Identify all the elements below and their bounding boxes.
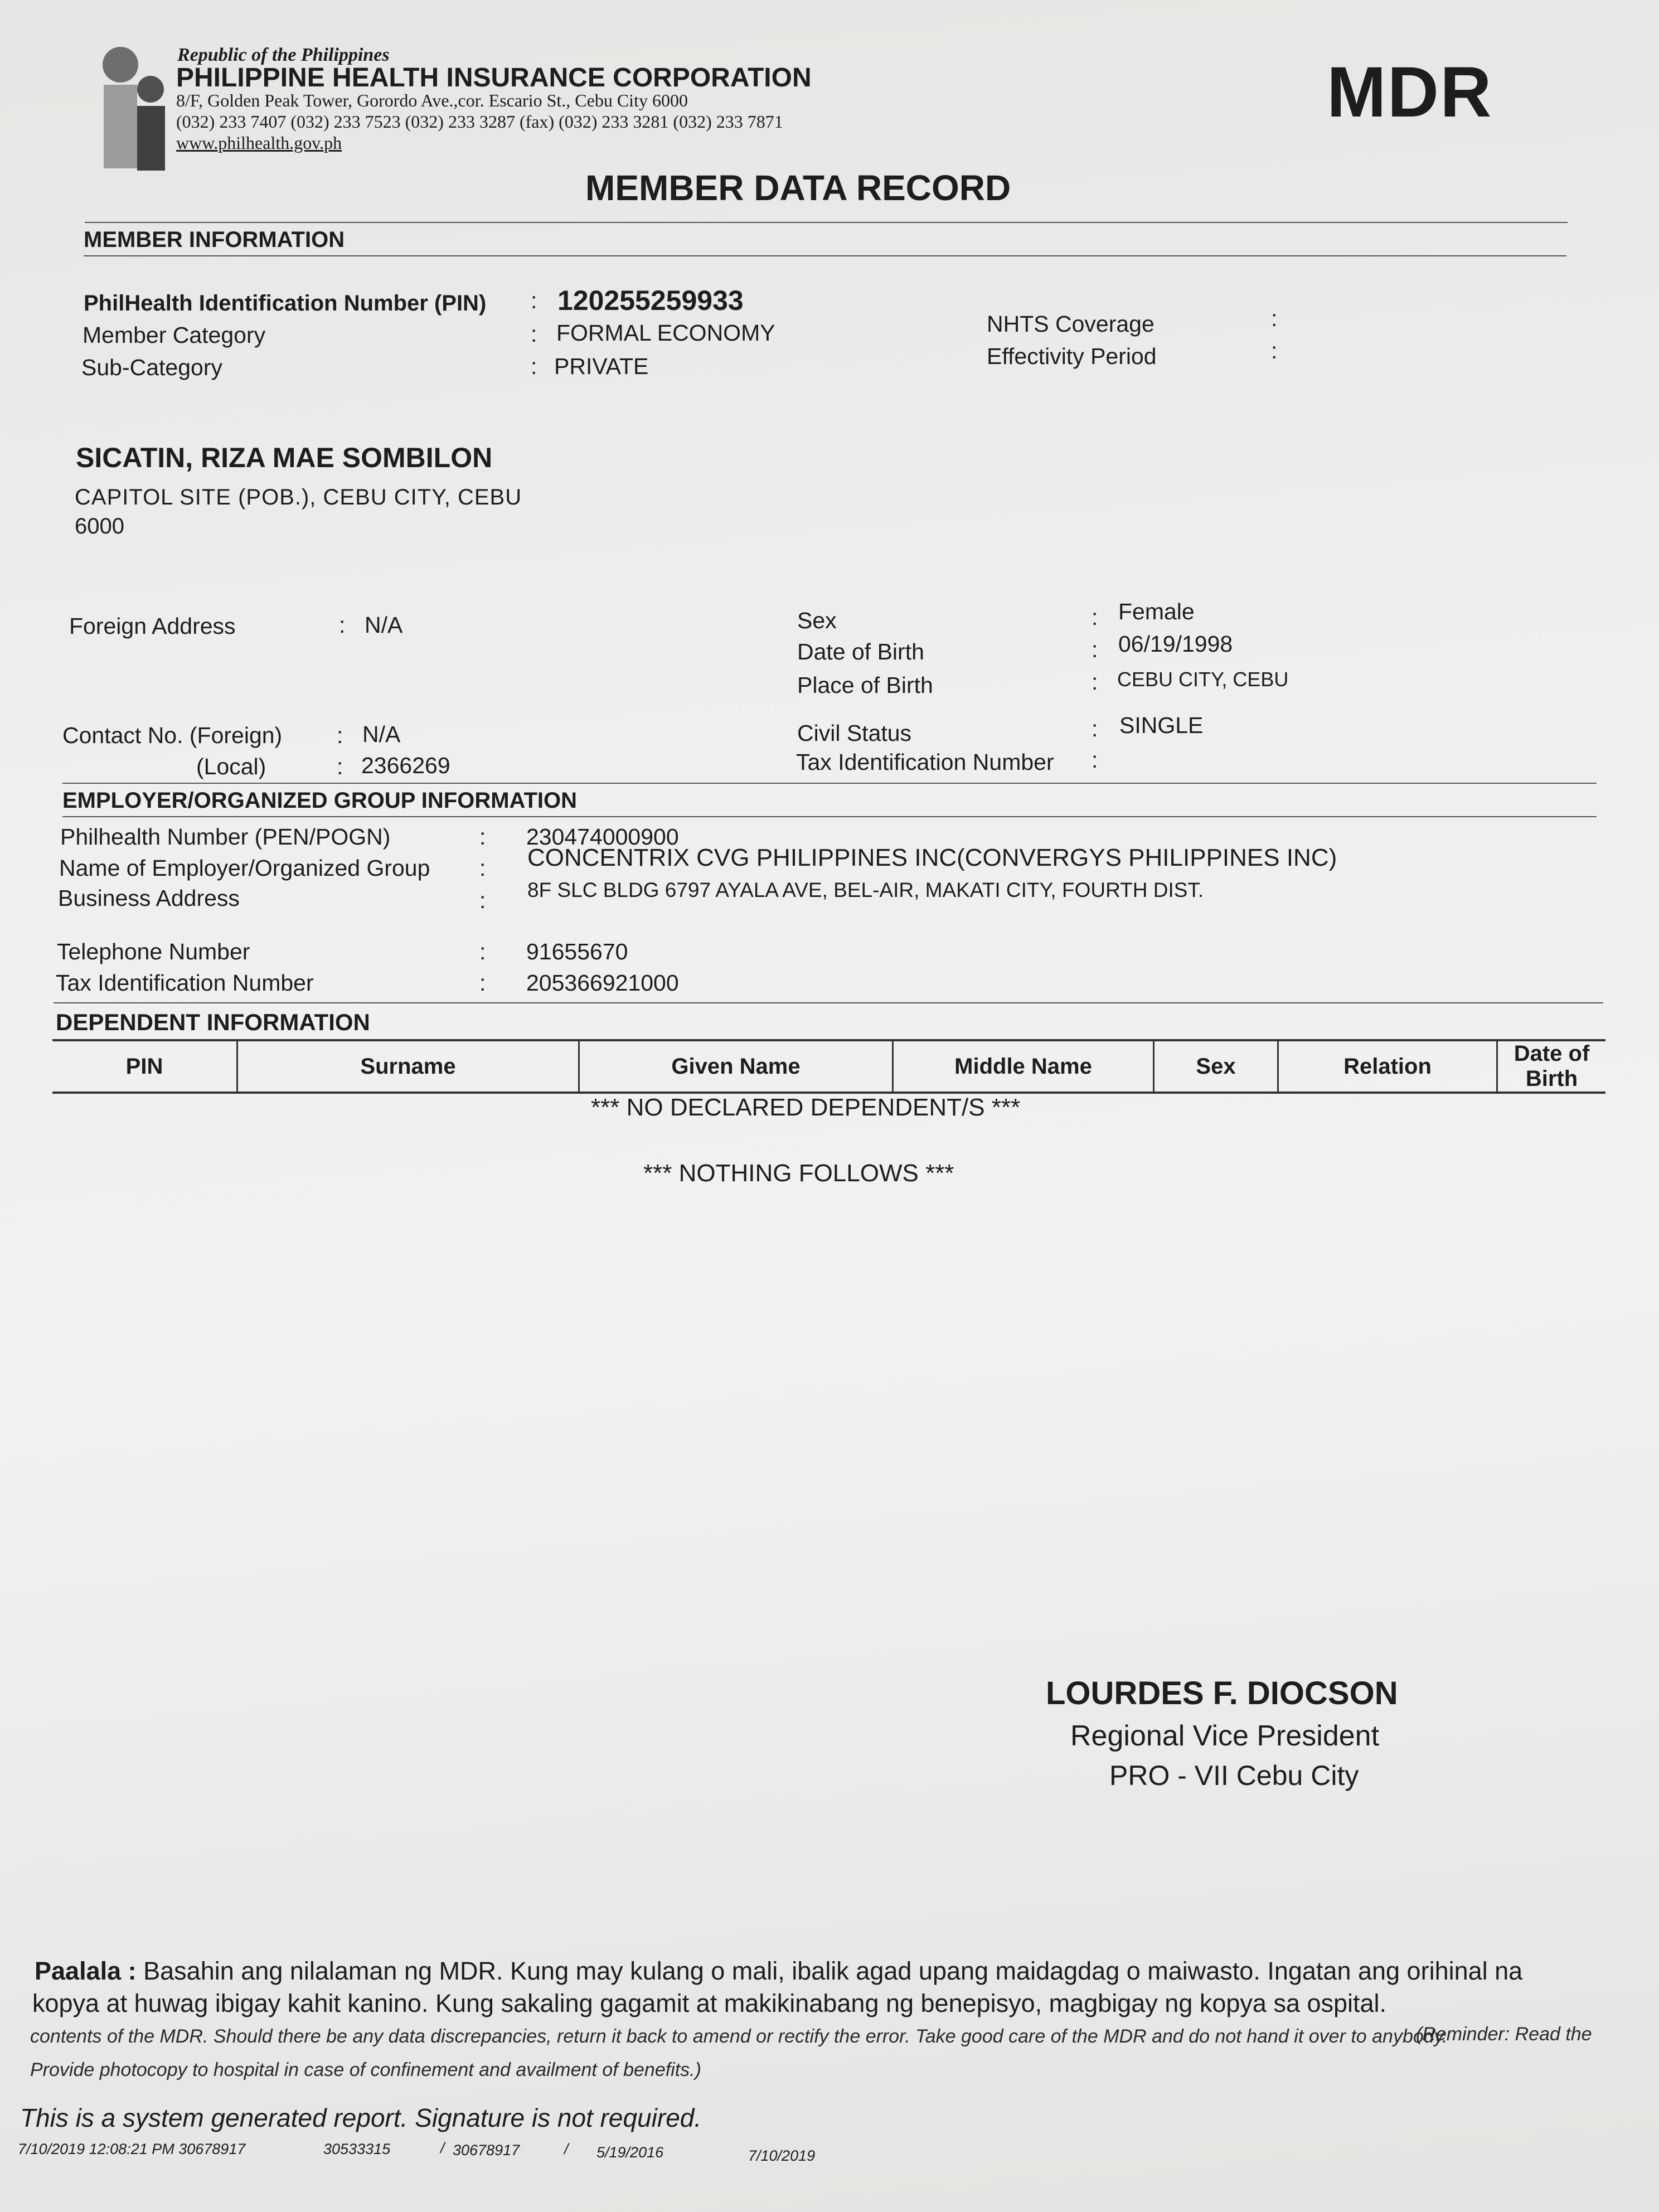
employer-name-value: CONCENTRIX CVG PHILIPPINES INC(CONVERGYS PHILIPPINES INC)	[527, 844, 1337, 871]
agency-website[interactable]: www.philhealth.gov.ph	[176, 133, 342, 153]
business-address-label: Business Address	[58, 885, 240, 911]
sex-value: Female	[1118, 599, 1195, 624]
pin-value: 120255259933	[557, 285, 744, 316]
signatory-title: Regional Vice President	[1070, 1720, 1380, 1752]
employer-tin-label: Tax Identification Number	[56, 970, 314, 996]
foreign-address-label: Foreign Address	[69, 613, 236, 639]
system-generated-note: This is a system generated report. Signature is not required.	[20, 2103, 702, 2132]
dependent-table	[52, 1039, 1605, 1094]
contact-local-label: (Local)	[196, 754, 266, 779]
employer-end-rule	[54, 1002, 1603, 1003]
pob-value: CEBU CITY, CEBU	[1117, 668, 1289, 691]
employer-phone-label: Telephone Number	[57, 939, 250, 964]
footer-separator-1: /	[440, 2140, 445, 2156]
no-dependents-note: *** NO DECLARED DEPENDENT/S ***	[591, 1094, 1021, 1121]
doc-code: MDR	[1327, 52, 1493, 132]
english-reminder-line1-tail: (Reminder: Read the	[1416, 2024, 1592, 2045]
dob-value: 06/19/1998	[1118, 631, 1233, 657]
column-header-surname: Surname	[237, 1040, 579, 1093]
civil-status-value: SINGLE	[1119, 712, 1204, 738]
signatory-office: PRO - VII Cebu City	[1109, 1760, 1359, 1791]
category-value: FORMAL ECONOMY	[556, 320, 775, 346]
column-header-middle-name: Middle Name	[893, 1040, 1154, 1093]
philhealth-logo-icon	[95, 46, 178, 174]
effectivity-label: Effectivity Period	[987, 343, 1157, 369]
reference-number-2: 30678917	[453, 2142, 520, 2158]
column-header-sex: Sex	[1154, 1040, 1278, 1093]
employer-phone-value: 91655670	[526, 939, 628, 964]
column-header-relation: Relation	[1278, 1040, 1497, 1093]
pob-label: Place of Birth	[797, 672, 933, 698]
contact-foreign-label: Contact No. (Foreign)	[62, 722, 283, 748]
dob-label: Date of Birth	[797, 639, 924, 664]
employer-name-label: Name of Employer/Organized Group	[59, 855, 430, 881]
employer-tin-value: 205366921000	[526, 970, 679, 996]
subcategory-value: PRIVATE	[554, 353, 649, 379]
republic-text: Republic of the Philippines	[177, 45, 390, 65]
dependent-table-header	[52, 1040, 1605, 1093]
member-tin-label: Tax Identification Number	[796, 749, 1054, 775]
business-address-value: 8F SLC BLDG 6797 AYALA AVE, BEL-AIR, MAKATI CITY, FOURTH DIST.	[527, 879, 1204, 901]
agency-phones: (032) 233 7407 (032) 233 7523 (032) 233 3287 (fax) (032) 233 3281 (032) 233 7871	[176, 111, 783, 132]
column-header-given-name: Given Name	[579, 1040, 893, 1093]
foreign-address-value: N/A	[365, 612, 403, 638]
footer-date-1: 5/19/2016	[596, 2144, 664, 2161]
member-end-rule	[62, 783, 1597, 784]
civil-status-label: Civil Status	[797, 720, 912, 746]
paalala-label: Paalala :	[35, 1957, 137, 1985]
agency-name: PHILIPPINE HEALTH INSURANCE CORPORATION	[176, 63, 812, 93]
english-reminder-line1: contents of the MDR. Should there be any data discrepancies, return it back to amend or rectify the error. Take good care of the MDR and do not hand it over to anybody.	[30, 2026, 1448, 2047]
nhts-label: NHTS Coverage	[987, 311, 1154, 337]
footer-separator-2: /	[564, 2141, 569, 2157]
member-name: SICATIN, RIZA MAE SOMBILON	[76, 442, 493, 473]
print-timestamp: 7/10/2019 12:08:21 PM 30678917	[18, 2141, 246, 2157]
doc-title: MEMBER DATA RECORD	[585, 168, 1011, 208]
pin-label: PhilHealth Identification Number (PIN)	[84, 291, 487, 316]
sex-label: Sex	[797, 608, 837, 633]
english-reminder-line2: Provide photocopy to hospital in case of confinement and availment of benefits.)	[30, 2059, 701, 2080]
member-address-line2: 6000	[75, 514, 124, 539]
employer-section-rule	[62, 816, 1597, 817]
pen-label: Philhealth Number (PEN/POGN)	[60, 824, 391, 850]
member-address-line1: CAPITOL SITE (POB.), CEBU CITY, CEBU	[75, 485, 522, 510]
contact-local-value: 2366269	[361, 753, 450, 778]
pen-value: 230474000900	[526, 824, 679, 850]
member-section-rule	[84, 255, 1566, 256]
signatory-name: LOURDES F. DIOCSON	[1046, 1675, 1398, 1711]
subcategory-label: Sub-Category	[81, 355, 222, 380]
dependent-section-title: DEPENDENT INFORMATION	[56, 1009, 370, 1035]
nothing-follows-note: *** NOTHING FOLLOWS ***	[643, 1160, 954, 1187]
reference-number-1: 30533315	[323, 2141, 391, 2157]
paalala-line1: Basahin ang nilalaman ng MDR. Kung may kulang o mali, ibalik agad upang maidagdag o maiwasto. Ingatan ang orihinal na	[143, 1957, 1523, 1985]
agency-address: 8/F, Golden Peak Tower, Gorordo Ave.,cor. Escario St., Cebu City 6000	[176, 90, 688, 110]
category-label: Member Category	[83, 322, 266, 348]
footer-date-2: 7/10/2019	[748, 2147, 816, 2164]
column-header-pin: PIN	[125, 1054, 163, 1079]
document-page: Republic of the Philippines PHILIPPINE HEALTH INSURANCE CORPORATION 8/F, Golden Peak Tower, Gorordo Ave.,cor. Escario St., Cebu City 6000 (032) 233 7407 (032) 233 7523 (032) 233 3287 (fax) (032) 233 3281 (032) 233 7871 www.philhealth.gov.ph MDR MEMBER DATA RECORD MEMBER INFORMATION PhilHealth Identification Number (PIN) : 120255259933 Member Category : FORMAL ECONOMY Sub-Category : PRIVATE NHTS Coverage : Effectivity Period : SICATIN, RIZA MAE SOMBILON CAPITOL SITE (POB.), CEBU CITY, CEBU 6000 Foreign Address : N/A Contact No. (Foreign) : N/A (Local) : 2366269 Sex : Female Date of Birth : 06/19/1998 Place of Birth : CEBU CITY, CEBU Civil Status : SINGLE Tax Identification Number : EMPLOYER/ORGANIZED GROUP INFORMATION Philhealth Number (PEN/POGN) : 230474000900 Name of Employer/Organized Group : CONCENTRIX CVG PHILIPPINES INC(CONVERGYS PHILIPPINES INC) Business Address : 8F SLC BLDG 6797 AYALA AVE, BEL-AIR, MAKATI CITY, FOURTH DIST. Telephone Number : 91655670 Tax Identification Number : 205366921000 DEPENDENT INFORMATION PIN Surname Given Name Middle Name Sex Relation Date of Birth *** NO DECLARED DEPENDENT/S *** *** NOTHING FOLLOWS *** LOURDES F. DIOCSON Regional Vice President PRO - VII Cebu City Paalala : Basahin ang nilalaman ng MDR. Kung may kulang o mali, ibalik agad upang maidagdag o maiwasto. Ingatan ang orihinal na kopya at huwag ibigay kahit kanino. Kung sakaling gagamit at makikinabang ng benepisyo, magbigay ng kopya sa ospital. contents of the MDR. Should there be any data discrepancies, return it back to amend or rectify the error. Take good care of the MDR and do not hand it over to anybody. (Reminder: Read the Provide photocopy to hospital in case of confinement and availment of benefits.) This is a system generated report. Signature is not required. 7/10/2019 12:08:21 PM 30678917 30533315 / 30678917 / 5/19/2016 7/10/2019	[0, 0, 1659, 2212]
paalala-line2: kopya at huwag ibigay kahit kanino. Kung sakaling gagamit at makikinabang ng benepisyo, magbigay ng kopya sa ospital.	[32, 1989, 1387, 2017]
employer-section-title: EMPLOYER/ORGANIZED GROUP INFORMATION	[62, 788, 577, 813]
column-header-date-of-birth: Date of Birth	[1497, 1040, 1606, 1093]
member-section-title: MEMBER INFORMATION	[84, 227, 345, 252]
contact-foreign-value: N/A	[362, 721, 401, 747]
title-underline	[85, 222, 1568, 223]
